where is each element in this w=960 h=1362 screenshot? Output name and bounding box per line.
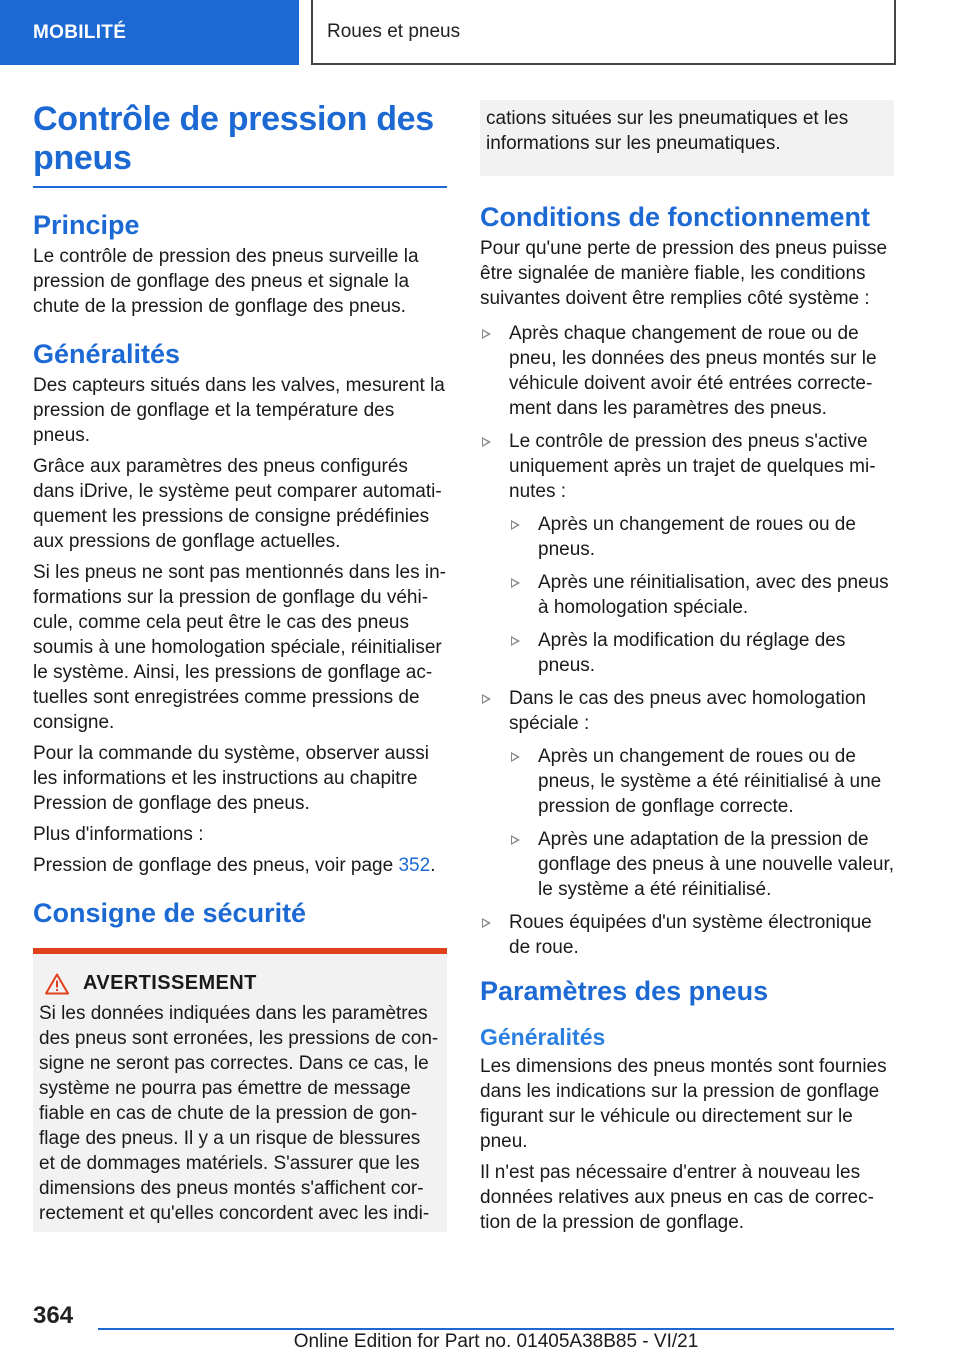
cross-reference — [33, 853, 447, 878]
warning-label: AVERTISSEMENT — [83, 972, 257, 994]
warning-continued-text: cations situées sur les pneumatiques et les informations sur les pneumatiques. — [486, 108, 849, 154]
ref-text: Pression de gonflage des pneus, voir page — [33, 855, 399, 876]
heading-generalites: Généralités — [33, 339, 181, 369]
parametres-p1: Les dimensions des pneus montés sont fournies dans les indications sur la pression de gonflage figurant sur le véhicule ou directement sur le pneu. — [480, 1056, 887, 1152]
sub-list-item: Après un changement de roues ou de pneus. — [509, 512, 894, 562]
list-item: Roues équipées d'un système électronique de roue. — [480, 910, 894, 960]
bullet-triangle-icon — [482, 329, 491, 339]
section-tab — [0, 0, 299, 65]
list-item: Dans le cas des pneus avec homologation spéciale : Après un changement de roues ou de pneus, le système a été réinitialisé à une pression de gonflage correcte. Après une adaptation de la pression de gonflage des pneus à une nouvelle valeur, le système a été réinitialisé. — [480, 686, 894, 902]
bullet-triangle-icon — [511, 520, 520, 530]
sub-list-item: Après une réinitialisation, avec des pneus à homologation spéciale. — [509, 570, 894, 620]
bullet-triangle-icon — [482, 918, 491, 928]
generalites-p3: Si les pneus ne sont pas mentionnés dans les informations sur la pression de gonflage du véhicule, comme cela peut être le cas des pneus soumis à une homologation spéciale, réinitialiser le système. Ainsi, les pressions de gonflage actuelles sont enregistrées comme pressions de consigne. — [33, 562, 446, 733]
conditions-intro: Pour qu'une perte de pression des pneus puisse être signalée de manière fiable, les conditions suivantes doivent être remplies côté système : — [480, 238, 888, 309]
ref-end: . — [430, 855, 436, 876]
principe-text: Le contrôle de pression des pneus surveille la pression de gonflage des pneus et signale la chute de la pression de gonflage des pneus. — [33, 246, 419, 317]
warning-triangle-icon — [45, 973, 69, 995]
more-info-label: Plus d'informations : — [33, 824, 204, 845]
bullet-triangle-icon — [511, 752, 520, 762]
bullet-triangle-icon — [482, 437, 491, 447]
page-ref-link[interactable]: 352 — [398, 855, 431, 876]
sub-list — [509, 512, 894, 678]
right-column — [480, 100, 894, 1241]
footer-divider — [98, 1328, 894, 1330]
section-label: MOBILITÉ — [33, 21, 127, 43]
heading-principe: Principe — [33, 210, 140, 240]
heading-securite: Consigne de sécurité — [33, 898, 307, 928]
generalites-p2: Grâce aux paramètres des pneus configurés dans iDrive, le système peut comparer automatiquement les pressions de consigne prédéfinies aux pressions de gonflage actuelles. — [33, 456, 442, 552]
bullet-triangle-icon — [511, 578, 520, 588]
generalites-p4: Pour la commande du système, observer aussi les informations et les instructions au chapitre Pression de gonflage des pneus. — [33, 743, 430, 814]
list-item: Après chaque changement de roue ou de pneu, les données des pneus montés sur le véhicule doivent avoir été entrées correctement dans les paramètres des pneus. — [480, 321, 894, 421]
chapter-label: Roues et pneus — [327, 20, 461, 42]
heading-conditions: Conditions de fonctionnement — [480, 202, 870, 232]
page-number: 364 — [33, 1302, 74, 1329]
bullet-triangle-icon — [511, 835, 520, 845]
parametres-p2: Il n'est pas nécessaire d'entrer à nouveau les données relatives aux pneus en cas de correction de la pression de gonflage. — [480, 1162, 874, 1233]
page-title: Contrôle de pression des pneus — [33, 100, 447, 188]
left-column — [33, 100, 447, 1232]
sub-list-item: Après une adaptation de la pression de gonflage des pneus à une nouvelle valeur, le système a été réinitialisé. — [509, 827, 894, 902]
warning-box — [33, 948, 447, 1232]
warning-box-continued — [480, 100, 894, 176]
subheading-generalites: Généralités — [480, 1024, 606, 1050]
warning-text: Si les données indiquées dans les paramètres des pneus sont erronées, les pressions de consigne ne seront pas correctes. Dans ce cas, le système ne pourra pas émettre de message fiable en cas de chute de la pression de gonflage des pneus. Il y a un risque de blessures et de dommages matériels. S'assurer que les dimensions des pneus montés s'affichent correctement et qu'elles concordent avec les indi- — [39, 1003, 439, 1224]
edition-note: Online Edition for Part no. 01405A38B85 - VI/21 — [293, 1331, 699, 1352]
sub-list-item: Après un changement de roues ou de pneus, le système a été réinitialisé à une pression de gonflage correcte. — [509, 744, 894, 819]
chapter-tab — [311, 0, 896, 65]
sub-list-item: Après la modification du réglage des pneus. — [509, 628, 894, 678]
conditions-list — [480, 321, 894, 960]
heading-parametres: Paramètres des pneus — [480, 976, 769, 1006]
warning-header — [45, 972, 441, 995]
bullet-triangle-icon — [482, 694, 491, 704]
bullet-triangle-icon — [511, 636, 520, 646]
sub-list — [509, 744, 894, 902]
generalites-p1: Des capteurs situés dans les valves, mesurent la pression de gonflage et la température des pneus. — [33, 375, 445, 446]
list-item: Le contrôle de pression des pneus s'active uniquement après un trajet de quelques minutes : Après un changement de roues ou de pneus. Après une réinitialisation, avec des pneus à homologation spéciale. Après la modification du réglage des pneus. — [480, 429, 894, 678]
